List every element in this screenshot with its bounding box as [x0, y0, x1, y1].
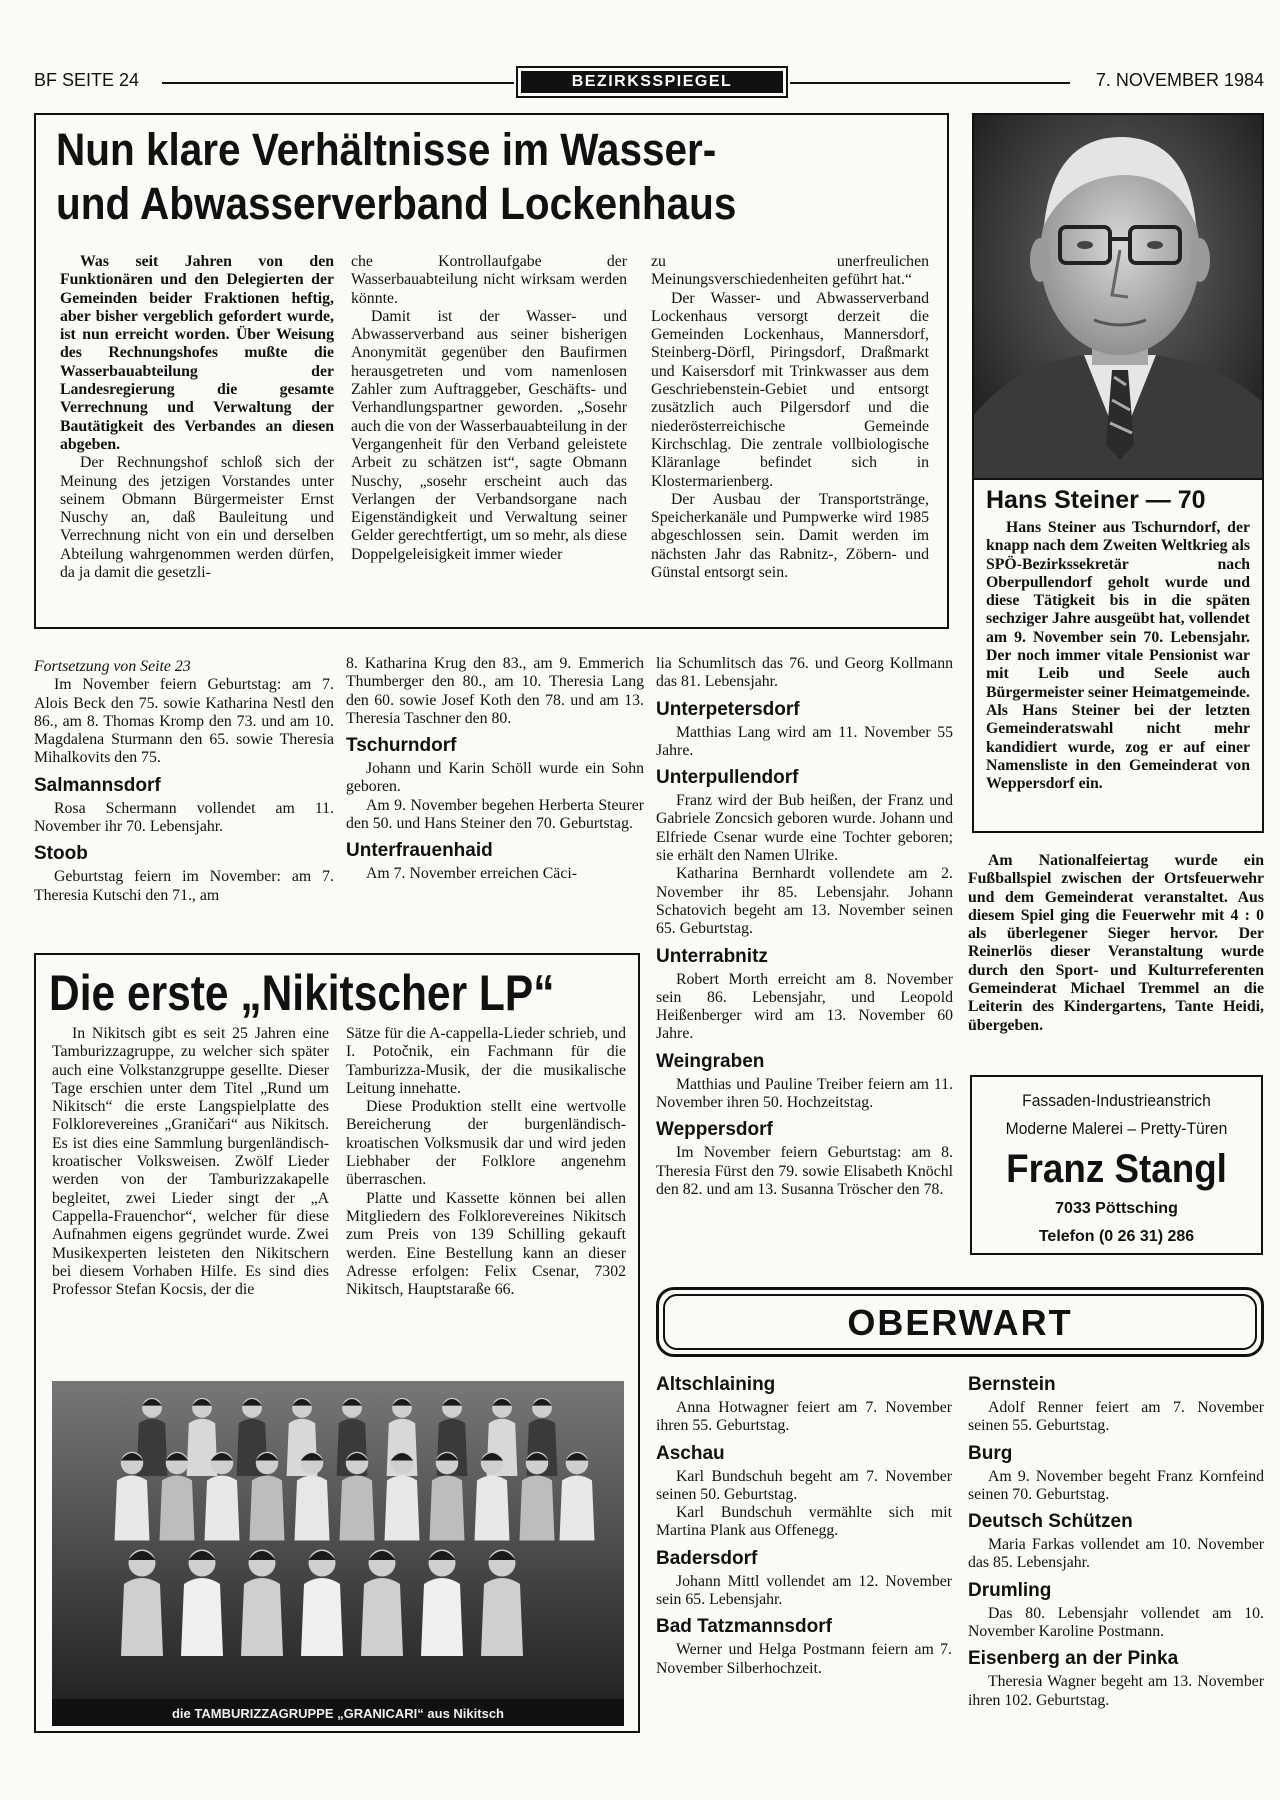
headline-line-2: und Abwasserverband Lockenhaus: [56, 178, 737, 229]
place-heading: Aschau: [656, 1442, 725, 1464]
place-heading: Weingraben: [656, 1050, 765, 1072]
article-nikitscher-lp: [34, 953, 640, 1733]
portrait-image: [974, 115, 1264, 480]
birthday-column-1: [34, 658, 334, 905]
list-item: Rosa Schermann vollendet am 11. November ihr 70. Lebensjahr.: [34, 799, 334, 836]
paragraph: Der Ausbau der Transportstränge, Speicherkanäle und Pumpwerke wird 1985 abgeschlossen sein. Damit werden im nächsten Jahr das Rabnitz-, Zöbern- und Günstal entsorgt sein.: [651, 490, 929, 582]
place-heading: Unterfrauenhaid: [346, 840, 493, 862]
group-photo: [52, 1381, 624, 1726]
list-item: Karl Bundschuh begeht am 7. November seinen 50. Geburtstag.: [656, 1467, 952, 1503]
place-heading: Badersdorf: [656, 1547, 758, 1569]
place-heading: Burg: [968, 1442, 1013, 1464]
list-item: Geburtstag feiern im November: am 7. Theresia Kutschi den 71., am: [34, 868, 334, 904]
paragraph: Am Nationalfeiertag wurde ein Fußballspiel zwischen der Ortsfeuerwehr und dem Gemeinderat veranstaltet. Aus diesem Spiel ging die Feuerwehr mit 4 : 0 als überlegener Sieger hervor. Der Reinerlös dieser Veranstaltung wurde durch den Sport- und Kulturreferenten Gemeinderat Michael Tremmel an die Leiterin des Kindergartens, Tante Heidi, übergeben.: [968, 852, 1264, 1034]
district-banner: [656, 1287, 1264, 1357]
article-wasserverband: [34, 113, 949, 629]
paragraph: Der Rechnungshof schloß sich der Meinung des jetzigen Vorstandes unter seinem Obmann Bürgermeister Ernst Nuschy an, daß Bauleitung und Verrechnung nicht von ein und derselben Abteilung wahrgenommen werden dürfen, da ja damit die gesetzli-: [60, 454, 334, 582]
section-badge: [516, 66, 788, 98]
list-item: Robert Morth erreicht am 8. November sein 86. Lebensjahr, und Leopold Heißenberger wird am 13. November 60 Jahre.: [656, 970, 953, 1043]
list-item: Anna Hotwagner feiert am 7. November ihren 55. Geburtstag.: [656, 1399, 952, 1435]
birthday-list: [346, 655, 644, 884]
article-headline: [56, 123, 956, 231]
list-item: Karl Bundschuh vermählte sich mit Martina Plank aus Offenegg.: [656, 1504, 952, 1540]
birthday-list: [656, 1374, 952, 1678]
place-heading: Unterpetersdorf: [656, 698, 800, 720]
list-item: Theresia Wagner begeht am 13. November ihren 102. Geburtstag.: [968, 1673, 1264, 1709]
article-column-1: [52, 1025, 329, 1299]
birthday-list: [968, 1374, 1264, 1710]
place-heading: Unterrabnitz: [656, 945, 768, 967]
paragraph: Der Wasser- und Abwasserverband Lockenhaus versorgt derzeit die Gemeinden Lockenhaus, Mannersdorf, Steinberg-Dörfl, Piringsdorf, Draßmarkt und Kaisersdorf mit Trinkwasser aus dem Geschriebenstein-Gebiet und entsorgt zusätzlich auch Pilgersdorf und die niederösterreichische Gemeinde Kirchschlag. Die zentrale vollbiologische Kläranlage befindet sich in Klostermarienberg.: [651, 289, 929, 490]
list-item: 8. Katharina Krug den 83., am 9. Emmerich Thumberger den 80., am 10. Theresia Lang den 60. sowie Josef Koth den 78. und am 13. Theresia Taschner den 80.: [346, 655, 644, 727]
place-heading: Salmannsdorf: [34, 774, 161, 796]
paragraph: Damit ist der Wasser- und Abwasserverband aus seiner bisherigen Anonymität gegenüber den Baufirmen herausgetreten und vom namenlosen Zahler zum Auftraggeber, Geschäfts- und Verhandlungspartner geworden. „Sosehr auch die von der Wasserbauabteilung in der Vergangenheit für den Verband geleistete Arbeit zu schätzen ist“, sagte Obmann Nuschy, „sosehr erscheint auch das Verlangen der Verbandsorgane nach Eigenständigkeit und Verwaltung seiner Gelder gerechtfertigt, um so mehr, als diese Doppelgeleisigkeit immer wieder: [351, 307, 627, 563]
place-heading: Weppersdorf: [656, 1119, 773, 1141]
place-heading: Eisenberg an der Pinka: [968, 1648, 1179, 1670]
paragraph: che Kontrollaufgabe der Wasserbauabteilung nicht wirksam werden könnte.: [351, 253, 627, 307]
nationalfeiertag-article: [968, 852, 1264, 1035]
place-heading: Stoob: [34, 843, 88, 865]
list-item: Adolf Renner feiert am 7. November seinen 55. Geburtstag.: [968, 1399, 1264, 1435]
paragraph: Sätze für die A-cappella-Lieder schrieb, und I. Potočnik, ein Fachmann für die Tamburizza-Musik, der die musikalische Leitung innehatte.: [346, 1025, 626, 1097]
ad-phone: Telefon (0 26 31) 286: [1038, 1228, 1195, 1245]
article-column-2: [351, 253, 627, 564]
headline-line-1: Nun klare Verhältnisse im Wasser-: [56, 124, 717, 175]
advertisement-franz-stangl: [970, 1075, 1263, 1255]
district-title: OBERWART: [663, 1294, 1257, 1350]
list-item: Am 9. November begeht Franz Kornfeind seinen 70. Geburtstag.: [968, 1467, 1264, 1503]
issue-date: 7. NOVEMBER 1984: [1095, 70, 1264, 90]
ad-line-1: Fassaden-Industrieanstrich: [1022, 1091, 1211, 1110]
oberwart-column-2: [968, 1367, 1264, 1710]
birthday-column-3: [656, 655, 953, 1199]
ad-line-2: Moderne Malerei – Pretty-Türen: [1005, 1119, 1228, 1138]
paragraph: zu unerfreulichen Meinungsverschiedenheiten geführt hat.“: [651, 253, 929, 289]
portrait-headline: Hans Steiner — 70: [986, 486, 1206, 514]
page-number: BF SEITE 24: [34, 70, 140, 90]
list-item: Johann und Karin Schöll wurde ein Sohn geboren.: [346, 760, 644, 796]
continuation-note: Fortsetzung von Seite 23: [34, 658, 191, 675]
list-item: Am 9. November begehen Herberta Steurer den 50. und Hans Steiner den 70. Geburtstag.: [346, 796, 644, 833]
list-item: Franz wird der Bub heißen, der Franz und Gabriele Zoncsich geboren wurde. Johann und Elfriede Csenar wurde eine Tochter geboren; sie erhält den Namen Ulrike.: [656, 792, 953, 865]
portrait-text: Hans Steiner aus Tschurndorf, der knapp nach dem Zweiten Weltkrieg als SPÖ-Bezirkssekretär nach Oberpullendorf geholt wurde und diese Tätigkeit bis in die späten sechziger Jahre ausgeübt hat, vollendet am 9. November sein 70. Lebensjahr. Der noch immer vitale Pensionist war mit Leib und Seele auch Bürgermeister seiner Heimatgemeinde. Als Hans Steiner bei der letzten Gemeinderatswahl nicht mehr kandidiert wurde, zog er auf einer Namensliste in den Gemeinderat von Weppersdorf ein.: [986, 519, 1251, 793]
article-column-3: [651, 253, 929, 582]
birthday-list: [34, 676, 334, 905]
birthday-list: [656, 655, 953, 1199]
list-item: Werner und Helga Postmann feiern am 7. November Silberhochzeit.: [656, 1641, 952, 1677]
list-item: Im November feiern Geburtstag: am 8. Theresia Fürst den 79. sowie Elisabeth Knöchl den 82. und am 13. Susanna Tröscher den 78.: [656, 1144, 953, 1198]
list-item: Matthias Lang wird am 11. November 55 Jahre.: [656, 723, 953, 759]
place-heading: Altschlaining: [656, 1374, 776, 1395]
header-rule-right: [790, 82, 1070, 84]
portrait-article: [972, 478, 1264, 833]
list-item: Maria Farkas vollendet am 10. November das 85. Lebensjahr.: [968, 1536, 1264, 1572]
list-item: Das 80. Lebensjahr vollendet am 10. November Karoline Postmann.: [968, 1604, 1264, 1641]
birthday-column-2: [346, 655, 644, 884]
section-title: BEZIRKSSPIEGEL: [521, 71, 783, 93]
place-heading: Unterpullendorf: [656, 767, 799, 789]
header-rule-left: [162, 82, 514, 84]
place-heading: Bad Tatzmannsdorf: [656, 1616, 832, 1638]
portrait-photo: [972, 113, 1264, 480]
list-item: Matthias und Pauline Treiber feiern am 11. November ihren 50. Hochzeitstag.: [656, 1075, 953, 1112]
list-item: Im November feiern Geburtstag: am 7. Alois Beck den 75. sowie Katharina Nestl den 86., am 8. Thomas Kromp den 73. und am 10. Magdalena Sturmann den 65. sowie Theresia Mihalkovits den 75.: [34, 676, 334, 767]
ad-address: 7033 Pöttsching: [1055, 1200, 1178, 1217]
article-column-1: [60, 253, 334, 582]
oberwart-column-1: [656, 1367, 952, 1678]
group-photo-image: [52, 1381, 624, 1726]
list-item: lia Schumlitsch das 76. und Georg Kollmann das 81. Lebensjahr.: [656, 655, 953, 691]
place-heading: Bernstein: [968, 1374, 1056, 1395]
list-item: Johann Mittl vollendet am 12. November sein 65. Lebensjahr.: [656, 1572, 952, 1609]
photo-caption: die TAMBURIZZAGRUPPE „GRANICARI“ aus Nikitsch: [171, 1706, 505, 1721]
place-heading: Drumling: [968, 1579, 1052, 1601]
ad-company-name: Franz Stangl: [1006, 1147, 1227, 1191]
lead-paragraph: Was seit Jahren von den Funktionären und den Delegierten der Gemeinden beider Fraktionen heftig, aber bisher vergeblich gefordert wurde, ist nun erreicht worden. Über Weisung des Rechnungshofes mußte die Wasserbauabteilung der Landesregierung die gesamte Verrechnung und Verwaltung der Bautätigkeit des Verbandes an diesen abgeben.: [60, 253, 334, 453]
article-headline: Die erste „Nikitscher LP“: [49, 965, 555, 1021]
paragraph: Diese Produktion stellt eine wertvolle Bereicherung der burgenländisch-kroatischen Volksmusik dar und wird jeden Liebhaber der Folklore angenehm überraschen.: [346, 1098, 626, 1189]
place-heading: Tschurndorf: [346, 735, 457, 757]
paragraph: In Nikitsch gibt es seit 25 Jahren eine Tamburizzagruppe, zu welcher sich später auch eine Volkstanzgruppe gesellte. Dieser Tage erschien unter dem Titel „Rund um Nikitsch“ die erste Langspielplatte des Folklorevereines „Graničari“ aus Nikitsch. Es ist dies eine Sammlung burgenländisch-kroatischer Volksweisen. Zwölf Lieder werden von der Tamburizzakapelle begleitet, zwei Lieder singt der „A Cappella-Frauenchor“, welcher für diese Aufnahmen eigens gegründet wurde. Zwei Musikexperten leisteten den Nikitschern bei diesem Vorhaben Hilfe. Es sind dies Professor Stefan Kocsis, der die: [52, 1025, 329, 1299]
list-item: Am 7. November erreichen Cäci-: [366, 865, 577, 883]
article-column-2: [346, 1025, 626, 1299]
place-heading: Deutsch Schützen: [968, 1511, 1133, 1533]
list-item: Katharina Bernhardt vollendete am 2. November ihr 85. Lebensjahr. Johann Schatovich begeht am 13. November seinen 65. Geburtstag.: [656, 865, 953, 938]
paragraph: Platte und Kassette können bei allen Mitgliedern des Folklorevereines Nikitsch zum Preis von 139 Schilling gekauft werden. Eine Bestellung kann an dieser Adresse erfolgen: Felix Csenar, 7302 Nikitsch, Hauptstaraße 66.: [346, 1189, 626, 1299]
